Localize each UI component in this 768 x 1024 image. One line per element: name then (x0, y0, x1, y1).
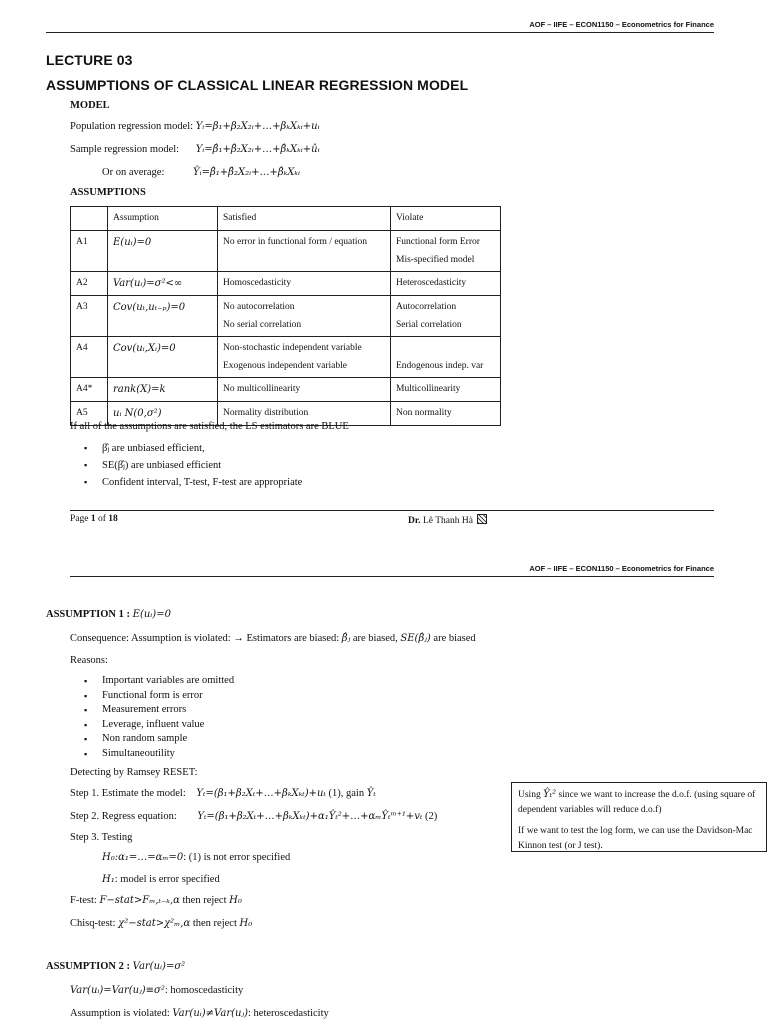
section-equation: Var(uᵢ)=σ² (132, 961, 186, 972)
lecture-number: LECTURE 03 (46, 52, 133, 68)
ftest-mid: then reject (182, 895, 227, 906)
satisfied-cell (218, 337, 391, 378)
list-item: ▪ Leverage, influent value (70, 718, 234, 733)
side-note-1-pre: Using (518, 790, 541, 800)
h0-line (102, 852, 290, 863)
sample-label: Sample regression model: (70, 144, 180, 155)
average-label: Or on average: (102, 167, 165, 178)
footer-rule (70, 510, 714, 511)
ftest-equation: F−stat>Fₘ,ₜ₋ₖ,α (99, 895, 180, 906)
satisfied-cell (218, 296, 391, 337)
assumption-formula: Var(uᵢ)=σ²<∞ (108, 272, 218, 296)
list-item: ▪ Measurement errors (70, 703, 234, 718)
chisq-equation: χ²−stat>χ²ₘ,α (118, 918, 191, 929)
page-title: ASSUMPTIONS OF CLASSICAL LINEAR REGRESSION MODEL (46, 77, 469, 93)
step2-tail: (2) (425, 811, 438, 822)
violate-line: Autocorrelation (396, 302, 457, 312)
running-header: AOF – IIFE – ECON1150 – Econometrics for Finance (529, 20, 714, 29)
violate-line (396, 339, 495, 357)
violate-cell (391, 231, 501, 272)
satisfied-line: No autocorrelation (223, 302, 295, 312)
side-note-box (511, 782, 767, 852)
side-note-1 (518, 787, 760, 818)
step1-equation: Yₜ=(β₁+β₂Xₜ+…+βₖXₖₜ)+uₜ (196, 788, 326, 799)
table-row (71, 378, 501, 402)
assumption-formula: Cov(uₜ,uₜ₋ₚ)=0 (108, 296, 218, 337)
step3-label: Step 3. Testing (70, 832, 133, 843)
list-item: ▪ Important variables are omitted (70, 674, 234, 689)
h1-equation: H₁ (102, 874, 115, 885)
homo-text: : homoscedasticity (164, 985, 244, 996)
side-note-1-post: since we want to increase the d.o.f. (using square of dependent variables will reduce d.o.f) (518, 790, 756, 815)
violate-cell: Heteroscedasticity (391, 272, 501, 296)
population-label: Population regression model: (70, 121, 194, 132)
running-header: AOF – IIFE – ECON1150 – Econometrics for Finance (529, 564, 714, 573)
consequence-se: SE(β̂ⱼ) (400, 633, 431, 644)
assumption-id: A1 (71, 231, 108, 272)
placeholder-glyph-icon (477, 514, 487, 524)
assumption-id: A5 (71, 402, 108, 426)
page-of: of (95, 514, 109, 524)
page-prefix: Page (70, 514, 91, 524)
h1-line (102, 874, 220, 885)
step2-equation: Yₜ=(β₁+β₂Xₜ+…+βₖXₖₜ)+α₁Ŷₜ²+…+αₘŶₜᵐ⁺¹+vₜ (197, 811, 423, 822)
table-row (71, 337, 501, 378)
page-total: 18 (108, 514, 118, 524)
chisq-mid: then reject (192, 918, 237, 929)
detecting-label: Detecting by Ramsey RESET: (70, 767, 198, 778)
assumption1-heading (46, 609, 171, 620)
reasons-label: Reasons: (70, 655, 108, 666)
chisq-h0: H₀ (239, 918, 253, 929)
satisfied-cell: No error in functional form / equation (218, 231, 391, 272)
population-equation: Yᵢ=β₁+β₂X₂ᵢ+…+βₖXₖᵢ+uᵢ (195, 121, 320, 132)
sample-equation: Yᵢ=β̂₁+β̂₂X₂ᵢ+…+β̂ₖXₖᵢ+ûᵢ (195, 144, 320, 155)
violation-line (70, 1008, 329, 1019)
step2-label: Step 2. Regress equation: (70, 811, 177, 822)
h0-text: : (1) is not error specified (183, 852, 291, 863)
author (408, 514, 487, 526)
sample-model (70, 144, 320, 155)
ftest-label: F-test: (70, 895, 97, 906)
violated-text: : heteroscedasticity (248, 1008, 329, 1019)
list-item: ▪ Simultaneoutility (70, 747, 234, 762)
list-item: ▪ Functional form is error (70, 689, 234, 704)
violated-label: Assumption is violated: (70, 1008, 170, 1019)
assumption-formula: Cov(uᵢ,Xᵢ)=0 (108, 337, 218, 378)
section-equation: E(uᵢ)=0 (132, 609, 171, 620)
list-item: ▪ β̂ⱼ are unbiased efficient, (70, 440, 302, 457)
ftest-h0: H₀ (229, 895, 242, 906)
assumption2-heading (46, 961, 185, 972)
violated-equation: Var(uᵢ)≠Var(uⱼ) (172, 1008, 248, 1019)
section-title: ASSUMPTION 2 : (46, 961, 131, 972)
assumption-id: A3 (71, 296, 108, 337)
blue-bullet-list (70, 440, 302, 491)
list-item: ▪ Confident interval, T-test, F-test are appropriate (70, 474, 302, 491)
h1-text: : model is error specified (114, 874, 220, 885)
violate-cell (391, 337, 501, 378)
violate-cell: Non normality (391, 402, 501, 426)
homoscedasticity-line (70, 985, 243, 996)
assumption-formula: E(uᵢ)=0 (108, 231, 218, 272)
assumption-id: A4 (71, 337, 108, 378)
satisfied-line: Non-stochastic independent variable (223, 343, 362, 353)
satisfied-cell: Normality distribution (218, 402, 391, 426)
violate-line: Mis-specified model (396, 255, 475, 265)
consequence-beta: β̂ⱼ (341, 633, 351, 644)
list-item: ▪ SE(β̂ⱼ) are unbiased efficient (70, 457, 302, 474)
step1-line (70, 788, 376, 799)
h0-equation: H₀:α₁=…=αₘ=0 (102, 852, 184, 863)
list-item: ▪ Non random sample (70, 732, 234, 747)
assumption-id: A4* (71, 378, 108, 402)
assumptions-table (70, 206, 501, 426)
satisfied-cell: Homoscedasticity (218, 272, 391, 296)
table-header-cell: Violate (391, 207, 501, 231)
consequence-line (70, 633, 476, 644)
side-note-2: If we want to test the log form, we can use the Davidson-Mac Kinnon test (or J test). (518, 826, 753, 851)
table-header-row (71, 207, 501, 231)
step1-yhat: Ŷₜ (366, 788, 376, 799)
blue-statement: If all of the assumptions are satisfied, the LS estimators are BLUE (70, 421, 349, 432)
table-header-cell: Assumption (108, 207, 218, 231)
header-rule (70, 576, 714, 577)
population-model (70, 121, 320, 132)
average-model (102, 167, 300, 178)
violate-cell: Multicollinearity (391, 378, 501, 402)
side-note-1-eq: Ŷₜ² (543, 789, 557, 800)
reasons-list (70, 674, 234, 761)
table-header-cell (71, 207, 108, 231)
author-title: Dr. (408, 516, 421, 526)
satisfied-line: Exogenous independent variable (223, 361, 347, 371)
table-row (71, 272, 501, 296)
consequence-end: are biased (433, 633, 476, 644)
chisq-label: Chisq-test: (70, 918, 116, 929)
satisfied-cell: No multicollinearity (218, 378, 391, 402)
step1-label: Step 1. Estimate the model: (70, 788, 186, 799)
violate-line: Serial correlation (396, 320, 462, 330)
ftest-line (70, 895, 242, 906)
assumptions-heading: ASSUMPTIONS (70, 187, 146, 198)
violate-line: Endogenous indep. var (396, 361, 484, 371)
step2-line (70, 811, 437, 822)
header-rule (46, 32, 714, 33)
table-header-cell: Satisfied (218, 207, 391, 231)
violate-cell (391, 296, 501, 337)
step1-tail: (1), gain (328, 788, 365, 799)
consequence-text: Consequence: Assumption is violated: → Estimators are biased: (70, 633, 340, 644)
author-name: Lê Thanh Hà (420, 516, 473, 526)
assumption-formula: uᵢ N(0,σ²) (108, 402, 218, 426)
violate-line: Functional form Error (396, 237, 480, 247)
consequence-mid: are biased, (352, 633, 398, 644)
section-title: ASSUMPTION 1 : (46, 609, 131, 620)
assumption-id: A2 (71, 272, 108, 296)
homo-equation: Var(uᵢ)=Var(uⱼ)≡σ² (70, 985, 165, 996)
page-number (70, 514, 118, 524)
chisq-line (70, 918, 252, 929)
table-row (71, 296, 501, 337)
average-equation: Ŷᵢ=β̂₁+β̂₂X₂ᵢ+…+β̂ₖXₖᵢ (193, 167, 301, 178)
page-current: 1 (90, 514, 96, 524)
satisfied-line: No serial correlation (223, 320, 302, 330)
model-heading: MODEL (70, 100, 110, 111)
assumption-formula: rank(X)=k (108, 378, 218, 402)
table-row (71, 231, 501, 272)
